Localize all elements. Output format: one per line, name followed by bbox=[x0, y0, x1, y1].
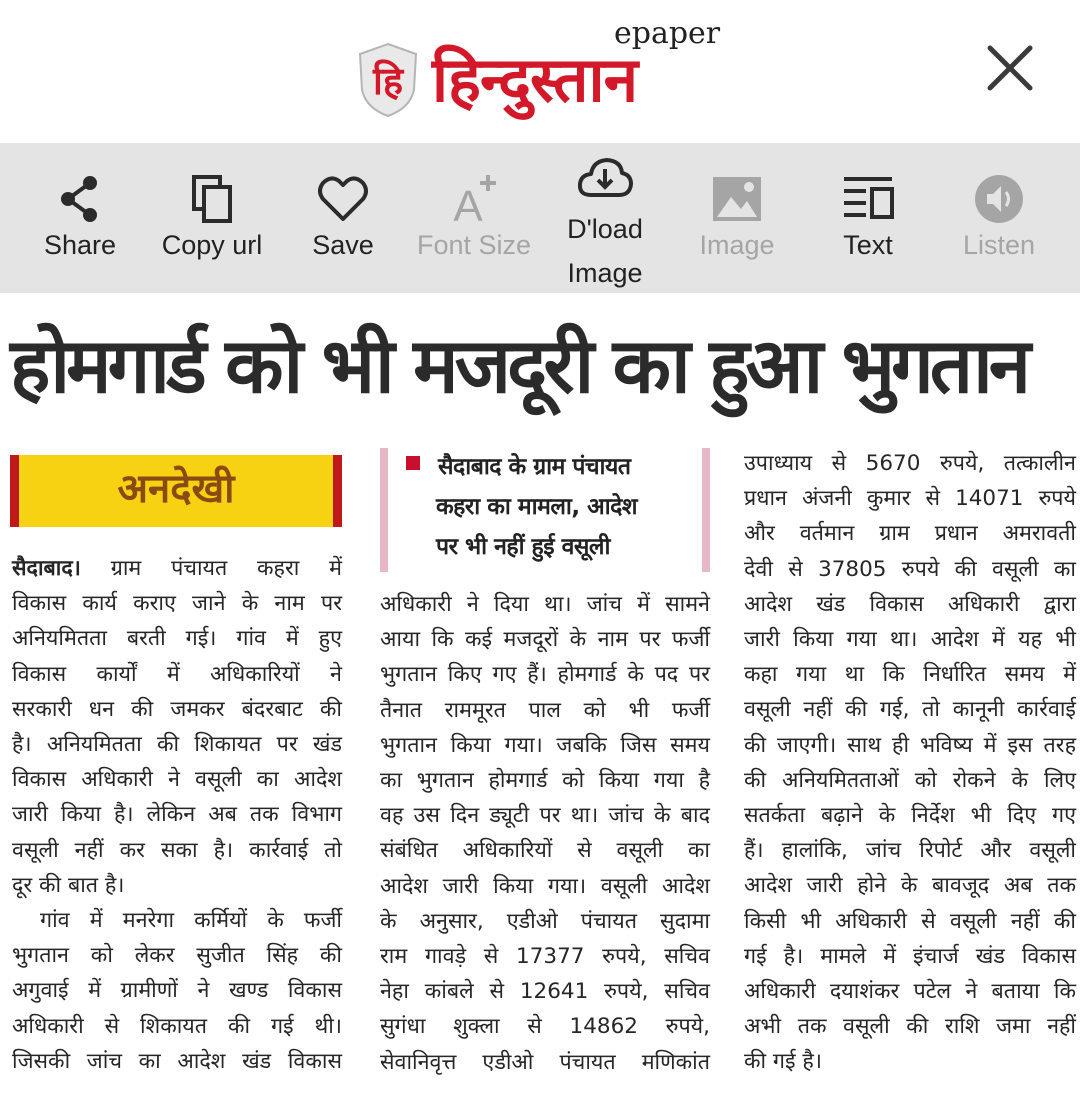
body-line: वसूली नहीं की गई, तो कानूनी कार्रवाई bbox=[744, 697, 1076, 723]
hindustan-logo bbox=[358, 16, 728, 126]
article-column-1 bbox=[12, 551, 342, 1079]
image-button[interactable] bbox=[682, 143, 792, 293]
text-button[interactable] bbox=[820, 143, 916, 293]
body-line: संबंधित अधिकारियों से वसूली का bbox=[380, 838, 710, 864]
font-size-button[interactable] bbox=[404, 143, 544, 293]
body-line: आया कि कई मजदूरों के नाम पर फर्जी bbox=[380, 627, 710, 653]
listen-button[interactable] bbox=[948, 143, 1050, 293]
body-line: अभी तक वसूली की राशि जमा नहीं bbox=[744, 1014, 1076, 1040]
download-image-button[interactable] bbox=[552, 143, 658, 293]
body-line: कहा गया था कि निर्धारित समय में bbox=[744, 662, 1076, 688]
subhead-line: पर भी नहीं हुई वसूली bbox=[436, 534, 610, 560]
subhead-line: कहरा का मामला, आदेश bbox=[436, 494, 637, 520]
heart-icon bbox=[315, 171, 371, 227]
body-line: अनियमितता बरती गई। गांव में हुए bbox=[12, 626, 342, 652]
body-line: सुगंधा शुक्ला से 14862 रुपये, bbox=[380, 1014, 710, 1040]
share-button[interactable] bbox=[30, 143, 130, 293]
download-label bbox=[552, 207, 658, 295]
app-header bbox=[0, 0, 1080, 143]
body-line: अधिकारी ने दिया था। जांच में सामने bbox=[380, 592, 710, 617]
hindustan-shield-logo-icon bbox=[358, 42, 418, 118]
body-line: अधिकारी से शिकायत की गई थी। bbox=[12, 1013, 342, 1039]
body-line: सैदाबाद। ग्राम पंचायत कहरा में bbox=[12, 556, 342, 581]
text-label: Text bbox=[843, 230, 893, 260]
copy-url-button[interactable] bbox=[146, 143, 278, 293]
body-line: प्रधान अंजनी कुमार से 14071 रुपये bbox=[744, 486, 1076, 512]
body-line: आदेश जारी किया गया। वसूली आदेश bbox=[380, 873, 710, 899]
body-line: जिसकी जांच का आदेश खंड विकास bbox=[12, 1048, 342, 1074]
body-line: भुगतान को लेकर सुजीत सिंह की bbox=[12, 943, 342, 969]
font-size-label: Font Size bbox=[416, 230, 532, 260]
body-line: का भुगतान होमगार्ड को किया गया है bbox=[380, 768, 710, 794]
body-line: देवी से 37805 रुपये की वसूली का bbox=[744, 556, 1076, 582]
body-line: है। अनियमितता की शिकायत पर खंड bbox=[12, 732, 342, 758]
body-line: की जाएगी। साथ ही भविष्य में इस तरह bbox=[744, 732, 1076, 758]
svg-text:हि: हि bbox=[372, 59, 404, 103]
epaper-label: epaper bbox=[614, 16, 721, 51]
body-line: भुगतान किए गए हैं। होमगार्ड के पद पर bbox=[380, 662, 710, 688]
copy-url-label: Copy url bbox=[161, 230, 263, 260]
subhead-line: सैदाबाद के ग्राम पंचायत bbox=[438, 454, 631, 480]
body-line: भुगतान किया गया। जबकि जिस समय bbox=[380, 732, 710, 758]
svg-text:A: A bbox=[453, 182, 483, 227]
body-line: अधिकारी दयाशंकर पटेल ने बताया कि bbox=[744, 979, 1076, 1005]
download-label-line1: D'load bbox=[567, 214, 643, 244]
font-size-icon bbox=[446, 171, 502, 227]
article-clipping bbox=[0, 293, 1080, 1105]
article-toolbar bbox=[0, 143, 1080, 293]
body-line: वह उस दिन ड्यूटी पर था। जांच के बाद bbox=[380, 803, 710, 829]
body-line: विकास कार्यों में अधिकारियों ने bbox=[12, 661, 342, 687]
tag-banner bbox=[10, 455, 342, 527]
tag-text: अनदेखी bbox=[117, 466, 235, 512]
body-line: सरकारी धन की जमकर बंदरबाट की bbox=[12, 696, 342, 722]
save-button[interactable] bbox=[296, 143, 390, 293]
body-line: नेहा कांबले से 12641 रुपये, सचिव bbox=[380, 979, 710, 1005]
body-line: सतर्कता बढ़ाने के निर्देश भी दिए गए bbox=[744, 803, 1076, 829]
body-line: सेवानिवृत्त एडीओ पंचायत मणिकांत bbox=[380, 1049, 710, 1075]
dateline: सैदाबाद। bbox=[12, 556, 81, 581]
speaker-icon bbox=[971, 171, 1027, 227]
copy-icon bbox=[184, 171, 240, 227]
body-line: जारी किया है। लेकिन अब तक विभाग bbox=[12, 802, 342, 828]
article-column-2 bbox=[380, 587, 710, 1080]
body-line: अगुवाई में ग्रामीणों ने खण्ड विकास bbox=[12, 978, 342, 1004]
body-line: आदेश खंड विकास अधिकारी द्वारा bbox=[744, 591, 1076, 617]
body-line: की गई है। bbox=[744, 1049, 822, 1075]
body-line: विकास अधिकारी ने वसूली का आदेश bbox=[12, 767, 342, 793]
subheadline-box bbox=[380, 448, 710, 572]
image-icon bbox=[709, 171, 765, 227]
body-line: और वर्तमान ग्राम प्रधान अमरावती bbox=[744, 521, 1076, 547]
body-line: विकास कार्य कराए जाने के नाम पर bbox=[12, 591, 342, 617]
body-line: राम गावड़े से 17377 रुपये, सचिव bbox=[380, 944, 710, 970]
share-icon bbox=[52, 171, 108, 227]
listen-label: Listen bbox=[962, 230, 1036, 260]
text-icon bbox=[840, 171, 896, 227]
subhead-rule-left bbox=[380, 448, 388, 572]
body-line: गई है। मामले में इंचार्ज खंड विकास bbox=[744, 943, 1076, 969]
body-line: उपाध्याय से 5670 रुपये, तत्कालीन bbox=[744, 451, 1076, 476]
download-label-line2: Image bbox=[567, 258, 643, 288]
body-line: हैं। हालांकि, जांच रिपोर्ट और वसूली bbox=[744, 838, 1076, 864]
body-line: के अनुसार, एडीओ पंचायत सुदामा bbox=[380, 908, 710, 934]
body-line: जारी किया गया था। आदेश में यह भी bbox=[744, 627, 1076, 653]
close-icon[interactable] bbox=[980, 38, 1040, 98]
body-line: की अनियमितताओं को रोकने के लिए bbox=[744, 767, 1076, 793]
bullet-square bbox=[406, 456, 420, 470]
headline: होमगार्ड को भी मजदूरी का हुआ भुगतान bbox=[10, 321, 1027, 410]
body-line: गांव में मनरेगा कर्मियों के फर्जी bbox=[40, 908, 342, 934]
article-column-3 bbox=[744, 446, 1076, 1080]
body-line: दूर की बात है। bbox=[12, 872, 125, 898]
body-line: वसूली नहीं कर सका है। कार्रवाई तो bbox=[12, 837, 342, 863]
image-label: Image bbox=[699, 230, 775, 260]
body-line: तैनात राममूरत पाल को भी फर्जी bbox=[380, 697, 710, 723]
brand-name: हिन्दुस्तान bbox=[432, 43, 637, 116]
share-label: Share bbox=[43, 230, 117, 260]
save-label: Save bbox=[312, 230, 374, 260]
cloud-download-icon bbox=[577, 151, 633, 207]
body-line: किसी भी अधिकारी से वसूली नहीं की bbox=[744, 908, 1076, 934]
body-line: आदेश जारी होने के बावजूद अब तक bbox=[744, 873, 1076, 899]
